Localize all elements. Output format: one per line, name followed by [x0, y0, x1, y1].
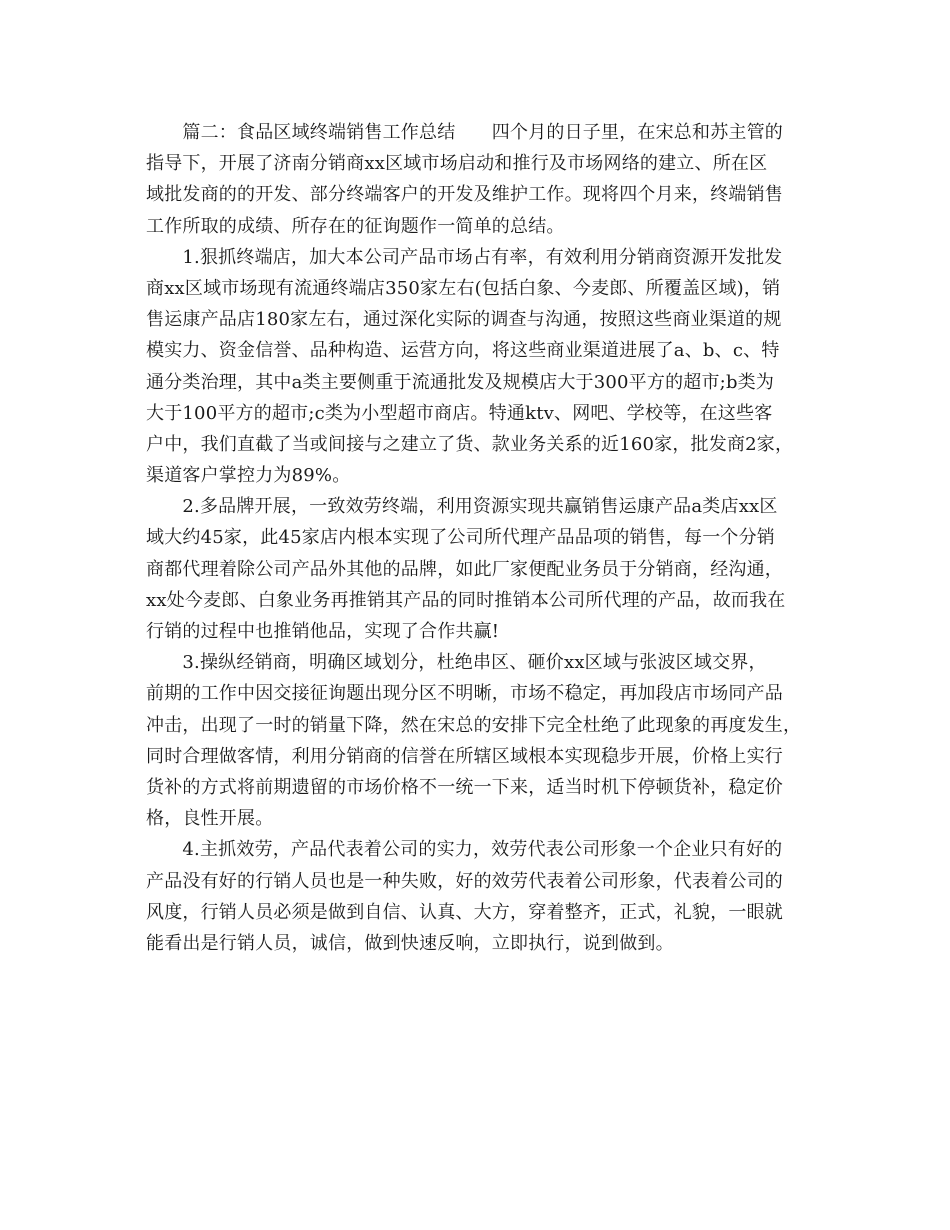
paragraph-point-4	[146, 834, 816, 959]
paragraph-intro	[146, 117, 816, 242]
text-line: 商都代理着除公司产品外其他的品牌，如此厂家便配业务员于分销商，经沟通，	[146, 558, 783, 580]
text-line: 篇二：食品区域终端销售工作总结 四个月的日子里，在宋总和苏主管的	[146, 122, 783, 143]
text-line: 4.主抓效劳，产品代表着公司的实力，效劳代表公司形象一个企业只有好的	[146, 839, 783, 861]
text-line: 商xx区域市场现有流通终端店350家左右(包括白象、今麦郎、所覆盖区域)，销	[146, 277, 781, 299]
paragraph-point-3	[146, 647, 816, 834]
text-line: 工作所取的成绩、所存在的征询题作一简单的总结。	[146, 215, 565, 237]
text-line: 格，良性开展。	[146, 808, 274, 830]
text-line: 渠道客户掌控力为89%。	[146, 465, 351, 487]
text-line: 冲击，出现了一时的销量下降，然在宋总的安排下完全杜绝了此现象的再度发生，	[146, 714, 802, 736]
text-line: 能看出是行销人员，诚信，做到快速反响，立即执行，说到做到。	[146, 932, 674, 954]
paragraph-point-2	[146, 491, 816, 647]
text-line: xx处今麦郎、白象业务再推销其产品的同时推销本公司所代理的产品，故而我在	[146, 589, 786, 611]
text-line: 2.多品牌开展，一致效劳终端，利用资源实现共赢销售运康产品a类店xx区	[146, 496, 778, 518]
text-line: 行销的过程中也推销他品，实现了合作共赢!	[146, 621, 500, 642]
text-line: 大于100平方的超市;c类为小型超市商店。特通ktv、网吧、学校等，在这些客	[146, 402, 773, 424]
text-line: 风度，行销人员必须是做到自信、认真、大方，穿着整齐，正式，礼貌，一眼就	[146, 901, 783, 923]
text-line: 售运康产品店180家左右，通过深化实际的调查与沟通，按照这些商业渠道的规	[146, 309, 782, 331]
text-line: 域大约45家，此45家店内根本实现了公司所代理产品品项的销售，每一个分销	[146, 527, 776, 549]
text-line: 通分类治理，其中a类主要侧重于流通批发及规模店大于300平方的超市;b类为	[146, 371, 775, 393]
document-body	[146, 117, 816, 959]
text-line: 域批发商的的开发、部分终端客户的开发及维护工作。现将四个月来，终端销售	[146, 184, 783, 206]
text-line: 户中，我们直截了当或间接与之建立了货、款业务关系的近160家，批发商2家，	[146, 433, 794, 455]
text-line: 指导下，开展了济南分销商xx区域市场启动和推行及市场网络的建立、所在区	[146, 153, 768, 175]
text-line: 1.狠抓终端店，加大本公司产品市场占有率，有效利用分销商资源开发批发	[146, 246, 783, 268]
text-line: 货补的方式将前期遗留的市场价格不一统一下来，适当时机下停顿货补，稳定价	[146, 776, 783, 798]
text-line: 3.操纵经销商，明确区域划分，杜绝串区、砸价xx区域与张波区域交界，	[146, 652, 767, 674]
text-line: 模实力、资金信誉、品种构造、运营方向，将这些商业渠道进展了a、b、c、特	[146, 340, 780, 362]
text-line: 同时合理做客情，利用分销商的信誉在所辖区域根本实现稳步开展，价格上实行	[146, 745, 783, 767]
text-line: 产品没有好的行销人员也是一种失败，好的效劳代表着公司形象，代表着公司的	[146, 870, 783, 892]
text-line: 前期的工作中因交接征询题出现分区不明晰，市场不稳定，再加段店市场同产品	[146, 683, 783, 705]
paragraph-point-1	[146, 242, 816, 492]
